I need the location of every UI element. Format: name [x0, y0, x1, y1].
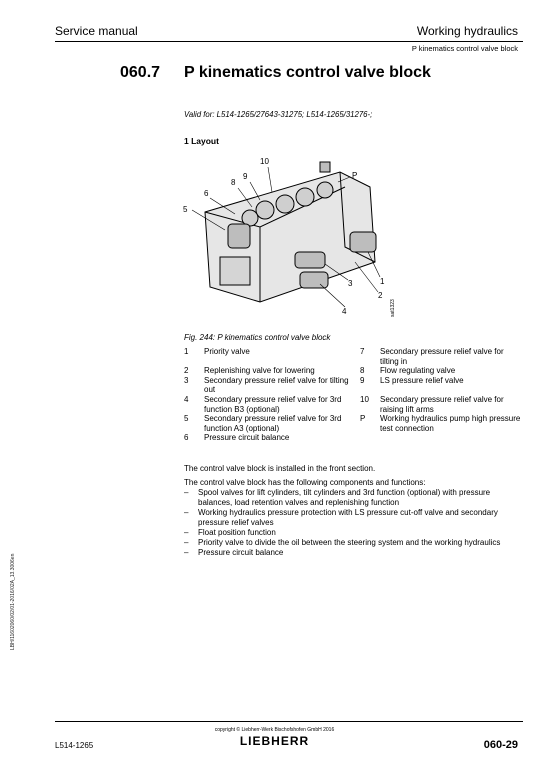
components-list: [184, 488, 520, 558]
legend-row: [184, 376, 524, 395]
legend-number: 1: [184, 347, 189, 356]
legend-text: Working hydraulics pump high pressure test connection: [380, 414, 521, 433]
legend-text: Pressure circuit balance: [204, 433, 290, 443]
legend-row: [184, 433, 524, 443]
list-item: – Working hydraulics pressure protection with LS pressure cut-off valve and secondary pressure relief valves: [184, 508, 520, 528]
header-manual-title: Service manual: [55, 24, 138, 38]
callout-4: 4: [342, 307, 347, 316]
legend-number: 10: [360, 394, 369, 404]
legend-number: 7: [360, 347, 365, 356]
legend-number: 6: [184, 433, 189, 443]
list-item-text: Working hydraulics pressure protection with LS pressure cut-off valve and secondary pressure relief valves: [198, 508, 498, 527]
legend-number: 2: [184, 366, 189, 376]
legend-number: 5: [184, 414, 189, 424]
legend-number: [360, 433, 380, 443]
components-intro: The control valve block has the following components and functions:: [184, 478, 426, 487]
legend-row: [184, 347, 524, 366]
legend-row: [184, 395, 524, 414]
legend-number: 3: [184, 375, 189, 385]
legend-text: [380, 433, 524, 443]
page-number: 060-29: [483, 739, 518, 751]
legend-text: Secondary pressure relief valve for raising lift arms: [380, 394, 504, 414]
callout-1: 1: [380, 277, 385, 286]
legend-text: Secondary pressure relief valve for tilting out: [204, 375, 349, 395]
brand-logo: LIEBHERR: [239, 734, 310, 748]
header-chapter-title: Working hydraulics: [416, 24, 518, 38]
footer-model: L514-1265: [55, 741, 94, 750]
callout-2: 2: [378, 291, 383, 300]
section-number: 060.7: [120, 64, 161, 81]
legend-text: Secondary pressure relief valve for tilting in: [380, 347, 504, 366]
footer-rule: [55, 721, 523, 722]
list-item-text: Float position function: [198, 528, 276, 537]
legend-row: [184, 414, 524, 433]
callout-3: 3: [348, 279, 353, 288]
callout-9: 9: [243, 172, 248, 181]
valve-block-figure: [180, 152, 400, 332]
legend-table: [184, 347, 524, 443]
callout-5: 5: [183, 205, 188, 214]
legend-number: 4: [184, 394, 189, 404]
validity-note: Valid for: L514-1265/27643-31275; L514-1265/31276-;: [184, 110, 373, 119]
legend-number: 9: [360, 375, 365, 385]
header-subtitle: P kinematics control valve block: [411, 44, 518, 53]
legend-number: P: [360, 414, 366, 424]
legend-number: 8: [360, 366, 365, 376]
copyright: copyright © Liebherr-Werk Bischofshofen GmbH 2016: [214, 727, 335, 733]
figure-code: sat1323: [390, 299, 396, 317]
list-item: – Float position function: [184, 528, 276, 537]
list-item-text: Pressure circuit balance: [198, 548, 284, 557]
legend-row: [184, 366, 524, 376]
legend-text: Secondary pressure relief valve for 3rd function B3 (optional): [204, 394, 342, 414]
legend-text: Flow regulating valve: [380, 366, 456, 376]
page-title: P kinematics control valve block: [184, 64, 431, 81]
legend-text: Replenishing valve for lowering: [204, 366, 315, 376]
legend-text: LS pressure relief valve: [380, 375, 464, 385]
layout-heading: 1 Layout: [184, 136, 219, 146]
legend-text: Secondary pressure relief valve for 3rd function A3 (optional): [204, 414, 342, 433]
callout-6: 6: [204, 189, 209, 198]
list-item: – Pressure circuit balance: [184, 548, 284, 557]
callout-p: P: [352, 171, 358, 180]
install-paragraph: The control valve block is installed in the front section.: [184, 464, 376, 473]
legend-text: Priority valve: [204, 347, 250, 356]
figure-caption: Fig. 244: P kinematics control valve block: [184, 333, 331, 342]
header-rule: [55, 41, 523, 42]
callout-10: 10: [260, 157, 269, 166]
callout-8: 8: [231, 178, 236, 187]
list-item: – Priority valve to divide the oil between the steering system and the working hydraulics: [184, 538, 501, 547]
list-item-text: Priority valve to divide the oil between the steering system and the working hydraulics: [198, 538, 501, 547]
list-item: – Spool valves for lift cylinders, tilt cylinders and 3rd function (optional) with pressure balances, load retention valves and replenishing function: [184, 488, 520, 508]
list-item-text: Spool valves for lift cylinders, tilt cylinders and 3rd function (optional) with pressure balances, load retention valves and replenishing function: [198, 488, 491, 507]
document-code: LBH/11602060/02/01-2016/02A_13.3006en: [10, 553, 16, 650]
